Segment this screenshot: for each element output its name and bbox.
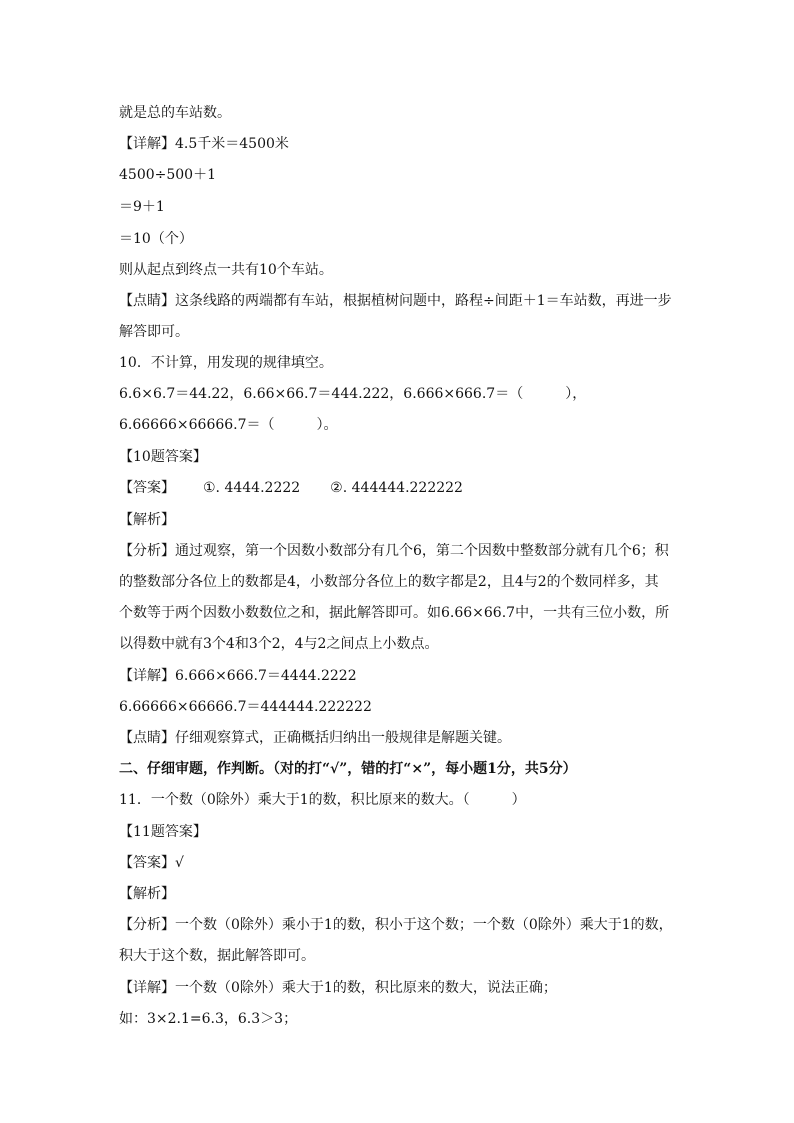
answer-heading: 【11题答案】 bbox=[119, 824, 207, 840]
text-line: 【分析】一个数（0除外）乘小于1的数，积小于这个数；一个数（0除外）乘大于1的数， bbox=[119, 917, 673, 933]
text-line: 个数等于两个因数小数数位之和，据此解答即可。如6.66×66.7中，一共有三位小数，所 bbox=[119, 605, 670, 621]
text-line: 以得数中就有3个4和3个2，4与2之间点上小数点。 bbox=[119, 636, 439, 652]
text-line: 【解析】 bbox=[119, 512, 175, 528]
answer-heading: 【10题答案】 bbox=[119, 449, 207, 465]
text-line: 6.6×6.7＝44.22，6.66×66.7＝444.222，6.666×666.7＝（ ）， bbox=[119, 386, 587, 402]
text-line: 则从起点到终点一共有10个车站。 bbox=[119, 262, 333, 278]
text-line: ＝9＋1 bbox=[119, 199, 165, 215]
text-line: ＝10（个） bbox=[119, 231, 193, 247]
answer-value-2: ②. 444444.222222 bbox=[330, 480, 463, 496]
text-line: 【答案】√ bbox=[119, 855, 184, 871]
text-line: 【点睛】仔细观察算式，正确概括归纳出一般规律是解题关键。 bbox=[119, 730, 511, 746]
section-heading: 二、仔细审题，作判断。（对的打“√”，错的打“×”，每小题1分，共5分） bbox=[119, 761, 577, 777]
text-line: 的整数部分各位上的数都是4，小数部分各位上的数字都是2，且4与2的个数同样多，其 bbox=[119, 574, 659, 590]
text-line: 4500÷500＋1 bbox=[119, 167, 216, 183]
text-line: 6.66666×66666.7＝（ ）。 bbox=[119, 417, 338, 433]
text-line: 积大于这个数，据此解答即可。 bbox=[119, 948, 315, 964]
text-line: 【详解】4.5千米＝4500米 bbox=[119, 136, 289, 152]
answer-line bbox=[119, 478, 699, 498]
question-11-title: 11．一个数（0除外）乘大于1的数，积比原来的数大。（ ） bbox=[119, 792, 526, 808]
text-line: 【解析】 bbox=[119, 886, 175, 902]
text-line: 解答即可。 bbox=[119, 324, 189, 340]
answer-value-1: ①. 4444.2222 bbox=[203, 480, 301, 496]
text-line: 【点睛】这条线路的两端都有车站，根据植树问题中，路程÷间距＋1＝车站数，再进一步 bbox=[119, 293, 672, 309]
text-line: 【分析】通过观察，第一个因数小数部分有几个6，第二个因数中整数部分就有几个6；积 bbox=[119, 543, 669, 559]
answer-label: 【答案】 bbox=[119, 480, 175, 496]
text-line: 6.66666×66666.7＝444444.222222 bbox=[119, 699, 372, 715]
text-line: 【详解】6.666×666.7＝4444.2222 bbox=[119, 668, 357, 684]
question-10-title: 10．不计算，用发现的规律填空。 bbox=[119, 355, 333, 371]
text-line: 如：3×2.1=6.3，6.3＞3； bbox=[119, 1011, 298, 1027]
text-line: 就是总的车站数。 bbox=[119, 105, 231, 121]
text-line: 【详解】一个数（0除外）乘大于1的数，积比原来的数大，说法正确； bbox=[119, 980, 557, 996]
